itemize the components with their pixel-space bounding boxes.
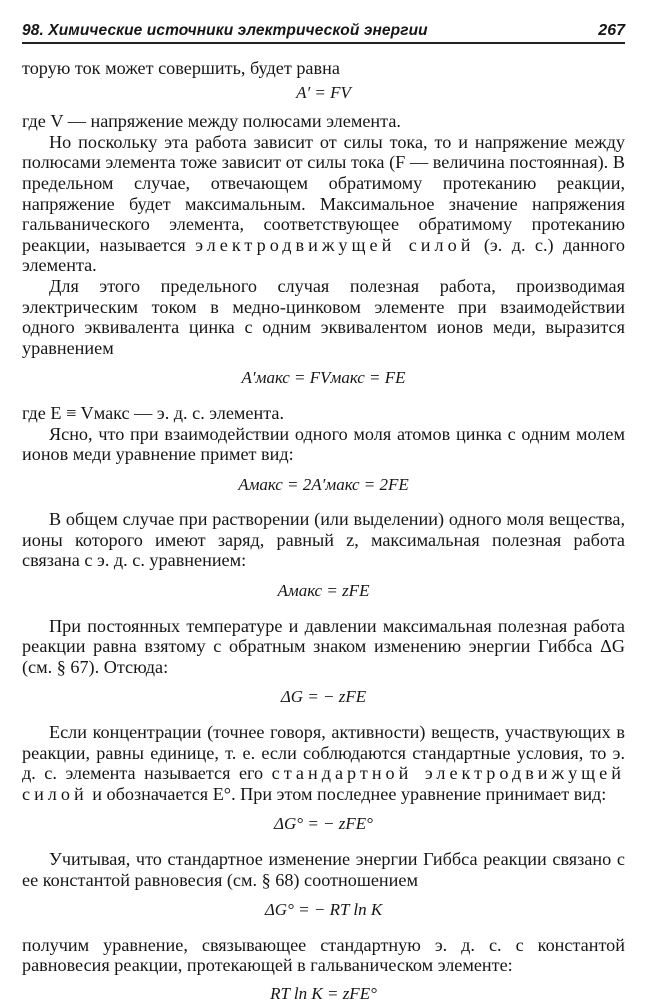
paragraph-9-start: Если концентрации (точнее говоря, активности) веществ, участвующих в реакции, равны единице, т. е. если соблюдаются стандартные условия, то э. д. с. элемента называется его: [22, 722, 625, 784]
equation-3: Aмакс = 2A′макс = 2FE: [238, 474, 409, 494]
paragraph-1: торую ток может совершить, будет равна: [22, 58, 340, 78]
equation-8: RT ln K = zFE°: [270, 983, 377, 1003]
paragraph-11: получим уравнение, связывающее стандартную э. д. с. с константой равновесия реакции, протекающей в гальваническом элементе:: [22, 934, 625, 976]
page-number: 267: [598, 22, 625, 39]
equation-1: A′ = FV: [296, 82, 351, 102]
equation-4: Aмакс = zFE: [277, 581, 370, 601]
paragraph-6: Ясно, что при взаимодействии одного моля атомов цинка с одним молем ионов меди уравнение примет вид:: [22, 423, 625, 465]
equation-6: ΔG° = − zFE°: [274, 814, 373, 834]
term-standard-emf: стандартной электродвижущей силой: [22, 763, 625, 804]
paragraph-7: В общем случае при растворении (или выделении) одного моля вещества, ионы которого имеют заряд, равный z, максимальная полезная работа связана с э. д. с. уравнением:: [22, 509, 625, 571]
paragraph-9-end: и обозначается E°. При этом последнее уравнение принимает вид:: [87, 783, 607, 804]
paragraph-3-end: (э. д. с.) данного элемента.: [22, 234, 625, 276]
paragraph-3-start: Но поскольку эта работа зависит от силы тока, то и напряжение между полюсами элемента тоже зависит от силы тока (F — величина постоянная). В предельном случае, отвечающем обратимому протеканию реакции, напряжение будет максимальным. Максимальное значение напряжения гальванического элемента, соответствующее обратимому протеканию реакции, называется: [22, 131, 625, 255]
paragraph-4: Для этого предельного случая полезная работа, производимая электрическим током в медно-цинковом элементе при взаимодействии одного эквивалента цинка с одним эквивалентом ионов меди, выразится уравнением: [22, 275, 625, 358]
paragraph-8: При постоянных температуре и давлении максимальная полезная работа реакции равна взятому с обратным знаком изменению энергии Гиббса ΔG (см. § 67). Отсюда:: [22, 615, 625, 677]
equation-5: ΔG = − zFE: [280, 687, 367, 707]
section-title: 98. Химические источники электрической энергии: [22, 22, 428, 39]
running-header: [22, 0, 625, 44]
term-emf: электродвижущей силой: [195, 234, 475, 255]
paragraph-10: Учитывая, что стандартное изменение энергии Гиббса реакции связано с ее константой равновесия (см. § 68) соотношением: [22, 849, 625, 890]
paragraph-2: где V — напряжение между полюсами элемента.: [22, 111, 401, 132]
paragraph-9: [22, 722, 625, 804]
paragraph-5: где E ≡ Vмакс — э. д. с. элемента.: [22, 402, 285, 423]
paragraph-3: [22, 132, 625, 276]
equation-2: A′макс = FVмакс = FE: [241, 368, 406, 388]
equation-7: ΔG° = − RT ln K: [264, 900, 383, 920]
